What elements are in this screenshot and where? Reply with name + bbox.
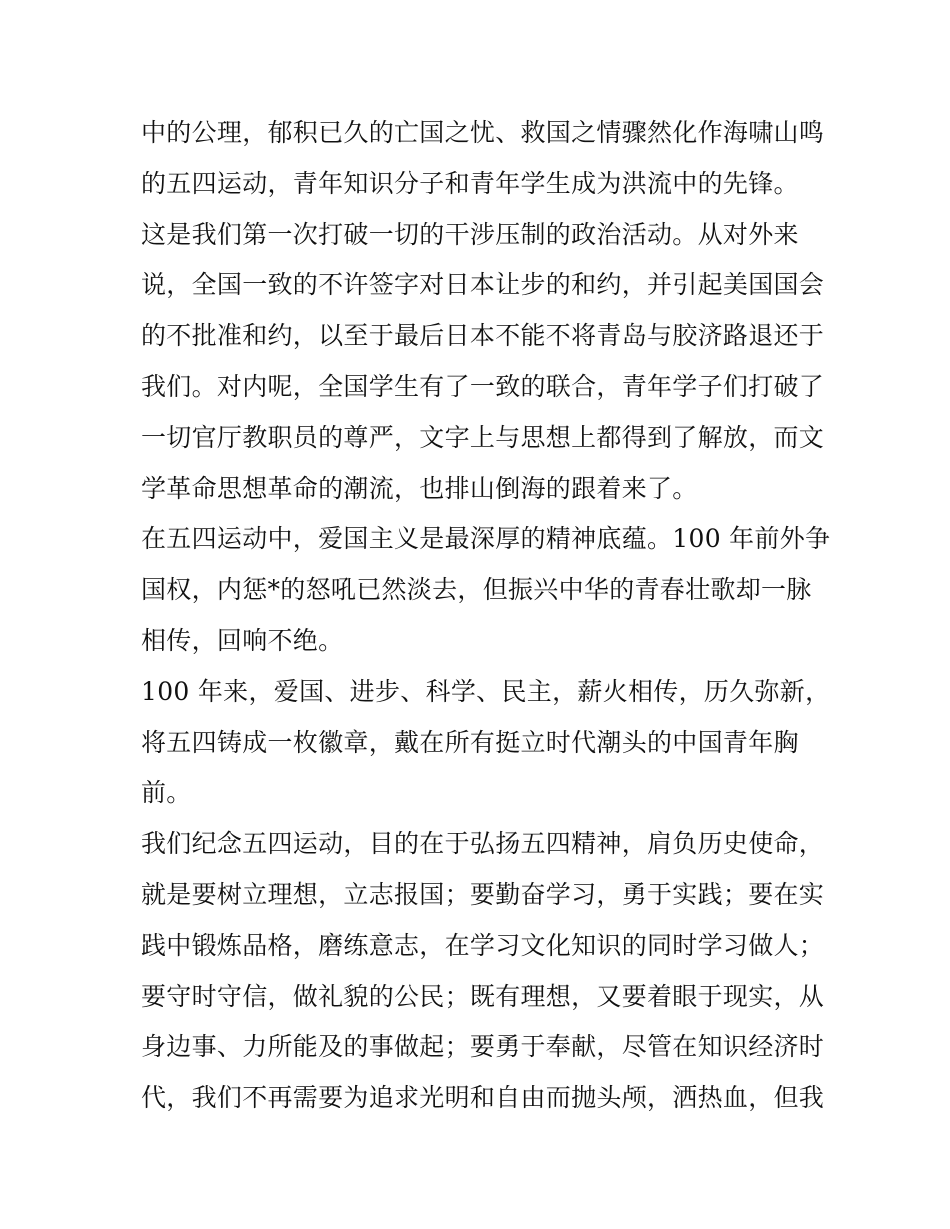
paragraph: [141, 819, 825, 1124]
text-line: 代，我们不再需要为追求光明和自由而抛头颅，洒热血，但我: [141, 1083, 825, 1113]
text-line: 中的公理，郁积已久的亡国之忧、救国之情骤然化作海啸山鸣: [141, 118, 825, 147]
text-line: 学革命思想革命的潮流，也排山倒海的跟着来了。: [141, 473, 698, 503]
text-line: 国权，内惩*的怒吼已然淡去，但振兴中华的青春壮歌却一脉: [141, 575, 812, 605]
text-line: 的不批准和约，以至于最后日本不能不将青岛与胶济路退还于: [141, 321, 825, 351]
text-line: 我们。对内呢，全国学生有了一致的联合，青年学子们打破了: [141, 371, 825, 401]
text-line: 相传，回响不绝。: [141, 625, 344, 655]
paragraph: [141, 108, 825, 210]
paragraph: [141, 210, 825, 515]
text-line: 身边事、力所能及的事做起；要勇于奉献，尽管在知识经济时: [141, 1032, 825, 1062]
text-line: 的五四运动，青年知识分子和青年学生成为洪流中的先锋。: [141, 168, 799, 198]
text-line: 将五四铸成一枚徽章，戴在所有挺立时代潮头的中国青年胸: [141, 727, 799, 757]
text-line: 要守时守信，做礼貌的公民；既有理想，又要着眼于现实，从: [141, 981, 825, 1011]
text-line: 我们纪念五四运动，目的在于弘扬五四精神，肩负历史使命，: [141, 829, 825, 859]
text-line: 践中锻炼品格，磨练意志，在学习文化知识的同时学习做人；: [141, 930, 825, 960]
paragraph: [141, 514, 831, 666]
text-line: 说，全国一致的不许签字对日本让步的和约，并引起美国国会: [141, 270, 825, 300]
text-line: 100 年来，爱国、进步、科学、民主，薪火相传，历久弥新，: [141, 676, 831, 706]
text-line: 前。: [141, 778, 192, 808]
text-line: 在五四运动中，爱国主义是最深厚的精神底蕴。100 年前外争: [141, 524, 831, 554]
text-line: 这是我们第一次打破一切的干涉压制的政治活动。从对外来: [141, 219, 799, 249]
document-body: [141, 108, 831, 1124]
paragraph: [141, 667, 831, 819]
text-line: 一切官厅教职员的尊严，文字上与思想上都得到了解放，而文: [141, 422, 825, 452]
text-line: 就是要树立理想，立志报国；要勤奋学习，勇于实践；要在实: [141, 879, 825, 909]
